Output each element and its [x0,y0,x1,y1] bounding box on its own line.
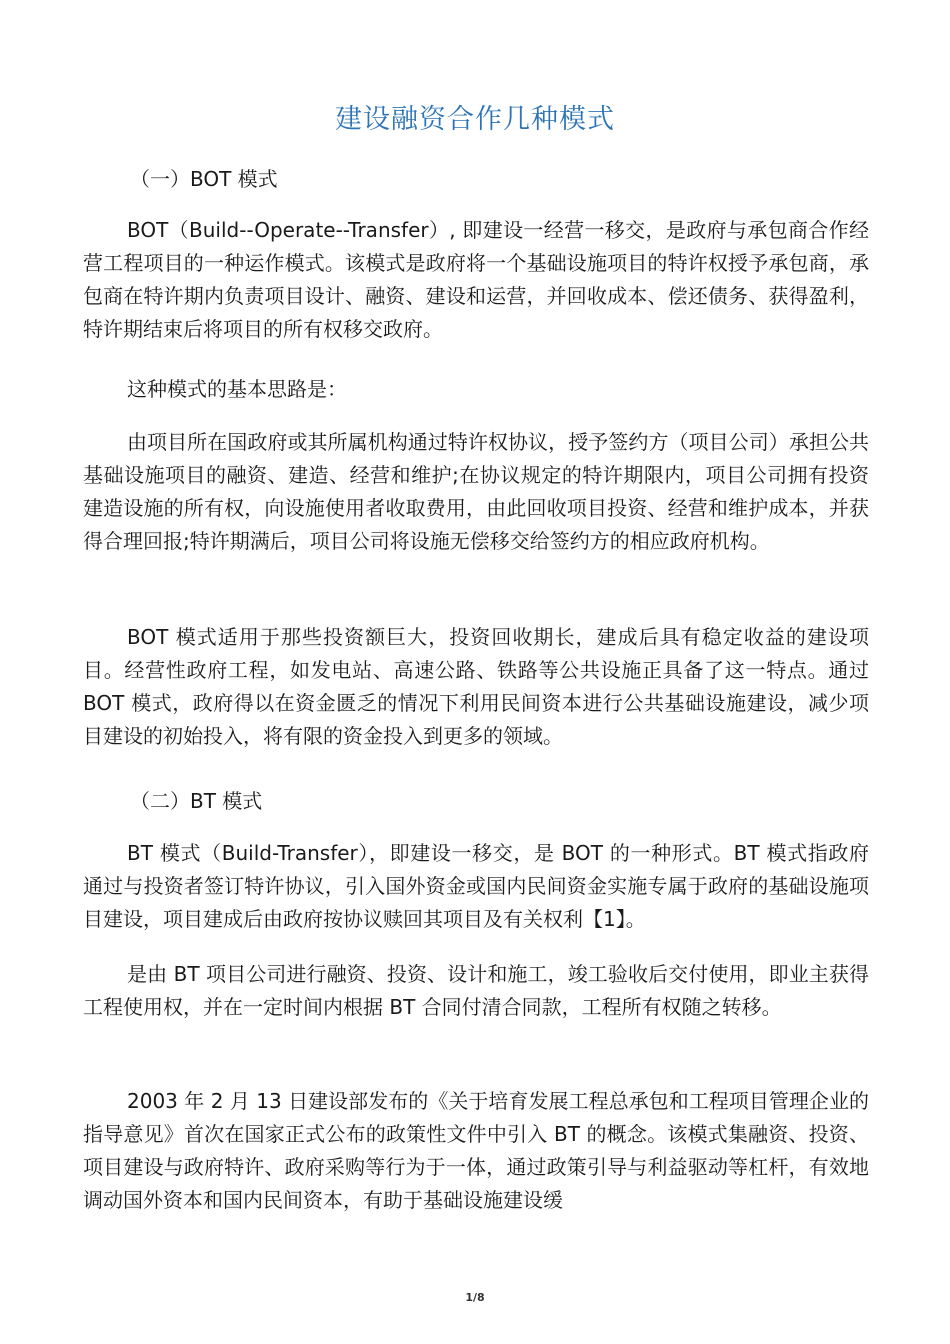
paragraph-text: 是由 BT 项目公司进行融资、投资、设计和施工，竣工验收后交付使用，即业主获得工程使用权，并在一定时间内根据 BT 合同付清合同款，工程所有权随之转移。 [83,962,869,1019]
paragraph-bt-history [83,1085,869,1217]
page-number: 1/8 [465,1291,485,1304]
paragraph-text: BOT 模式适用于那些投资额巨大，投资回收期长，建成后具有稳定收益的建设项目。经营性政府工程，如发电站、高速公路、铁路等公共设施正具备了这一特点。通过 BOT 模式，政府得以在资金匮乏的情况下利用民间资本进行公共基础设施建设，减少项目建设的初始投入，将有限的资金投入到更多的领域。 [83,625,869,748]
paragraph-bot-applicability [83,621,869,753]
paragraph-text: 2003 年 2 月 13 日建设部发布的《关于培育发展工程总承包和工程项目管理企业的指导意见》首次在国家正式公布的政策性文件中引入 BT 的概念。该模式集融资、投资、项目建设与政府特许、政府采购等行为于一体，通过政策引导与利益驱动等杠杆，有效地调动国外资本和国内民间资本，有助于基础设施建设缓 [83,1089,869,1212]
document-title: 建设融资合作几种模式 [335,104,615,135]
paragraph-text: BOT（Build--Operate--Transfer）, 即建设一经营一移交，是政府与承包商合作经营工程项目的一种运作模式。该模式是政府将一个基础设施项目的特许权授予承包商，承包商在特许期内负责项目设计、融资、建设和运营，并回收成本、偿还债务、获得盈利，特许期结束后将项目的所有权移交政府。 [83,218,869,341]
paragraph-text: 这种模式的基本思路是： [127,377,347,401]
paragraph-text: 由项目所在国政府或其所属机构通过特许权协议，授予签约方（项目公司）承担公共基础设施项目的融资、建造、经营和维护;在协议规定的特许期限内，项目公司拥有投资建造设施的所有权，向设施使用者收取费用，由此回收项目投资、经营和维护成本，并获得合理回报;特许期满后，项目公司将设施无偿移交给签约方的相应政府机构。 [83,430,869,553]
paragraph-bt-definition [83,837,869,936]
paragraph-bt-company [83,958,869,1024]
paragraph-text: BT 模式（Build-Transfer），即建设一移交，是 BOT 的一种形式。BT 模式指政府通过与投资者签订特许协议，引入国外资金或国内民间资金实施专属于政府的基础设施项目建设，项目建成后由政府按协议赎回其项目及有关权利【1】。 [83,841,869,931]
section-heading-bt: （二）BT 模式 [130,789,263,813]
paragraph-basic-idea [83,373,869,406]
paragraph-bot-process [83,426,869,558]
section-heading-bot: （一）BOT 模式 [130,167,278,191]
paragraph-bot-definition [83,214,869,346]
